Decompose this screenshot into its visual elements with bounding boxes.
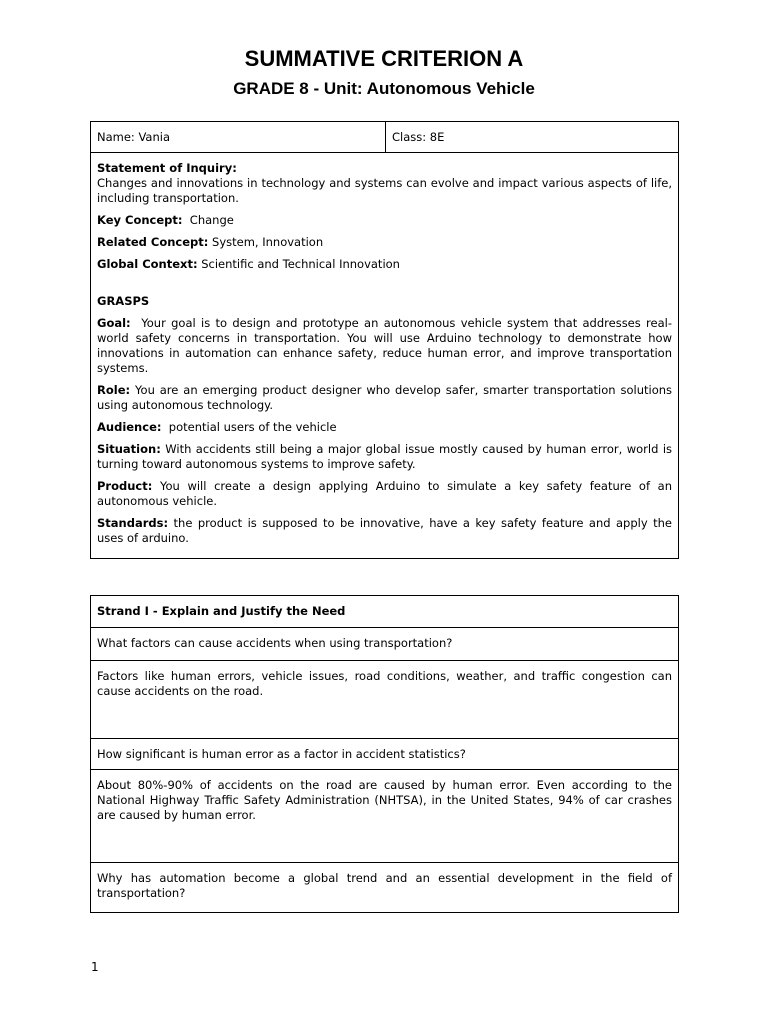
unit-details (91, 153, 678, 546)
audience-text: potential users of the vehicle (168, 420, 337, 434)
global-context-value: Scientific and Technical Innovation (201, 257, 400, 271)
goal-label: Goal: (97, 316, 131, 330)
grasps-situation (97, 442, 672, 472)
key-concept-label: Key Concept: (97, 213, 183, 227)
global-context (97, 257, 672, 272)
answer-2: About 80%-90% of accidents on the road are caused by human error. Even according to the National Highway Traffic Safety Administration (NHTSA), in the United States, 94% of car crashes are caused by human error. (91, 770, 678, 863)
question-2: How significant is human error as a factor in accident statistics? (91, 739, 678, 770)
soi-text: Changes and innovations in technology and systems can evolve and impact various aspects of life, including transportation. (97, 176, 672, 205)
student-row (91, 122, 678, 153)
grasps-standards (97, 516, 672, 546)
situation-text: With accidents still being a major global issue mostly caused by human error, world is turning toward autonomous systems to improve safety. (97, 442, 673, 471)
related-concept-value: System, Innovation (212, 235, 324, 249)
question-3: Why has automation become a global trend and an essential development in the field of transportation? (97, 871, 672, 900)
global-context-label: Global Context: (97, 257, 198, 271)
product-label: Product: (97, 479, 153, 493)
statement-of-inquiry (97, 161, 672, 206)
page-number: 1 (91, 960, 99, 974)
grasps-product (97, 479, 672, 509)
standards-label: Standards: (97, 516, 169, 530)
info-table (90, 121, 679, 559)
role-text: You are an emerging product designer who develop safer, smarter transportation solutions using autonomous technology. (97, 383, 673, 412)
key-concept (97, 213, 672, 228)
product-text: You will create a design applying Arduino to simulate a key safety feature of an autonomous vehicle. (97, 479, 672, 508)
page-title: SUMMATIVE CRITERION A (244, 46, 524, 71)
question-1: What factors can cause accidents when using transportation? (91, 628, 678, 661)
answer-1: Factors like human errors, vehicle issues, road conditions, weather, and traffic congestion can cause accidents on the road. (91, 661, 678, 739)
grasps-audience (97, 420, 672, 435)
soi-label: Statement of Inquiry: (97, 161, 237, 175)
page-subtitle: GRADE 8 - Unit: Autonomous Vehicle (233, 79, 535, 98)
student-class: Class: 8E (392, 130, 445, 144)
strand-heading: Strand I - Explain and Justify the Need (91, 596, 678, 628)
strand-table (90, 595, 679, 913)
standards-text: the product is supposed to be innovative, have a key safety feature and apply the uses of arduino. (97, 516, 672, 545)
related-concept (97, 235, 672, 250)
audience-label: Audience: (97, 420, 162, 434)
grasps-goal (97, 316, 672, 376)
key-concept-value: Change (189, 213, 234, 227)
grasps-role (97, 383, 672, 413)
related-concept-label: Related Concept: (97, 235, 209, 249)
goal-text: Your goal is to design and prototype an autonomous vehicle system that addresses real-world safety concerns in transportation. You will use Arduino technology to demonstrate how innovations in automation can enhance safety, reduce human error, and improve transportation systems. (97, 316, 672, 375)
situation-label: Situation: (97, 442, 161, 456)
student-name: Name: Vania (91, 122, 386, 152)
grasps-heading: GRASPS (97, 294, 150, 308)
role-label: Role: (97, 383, 131, 397)
